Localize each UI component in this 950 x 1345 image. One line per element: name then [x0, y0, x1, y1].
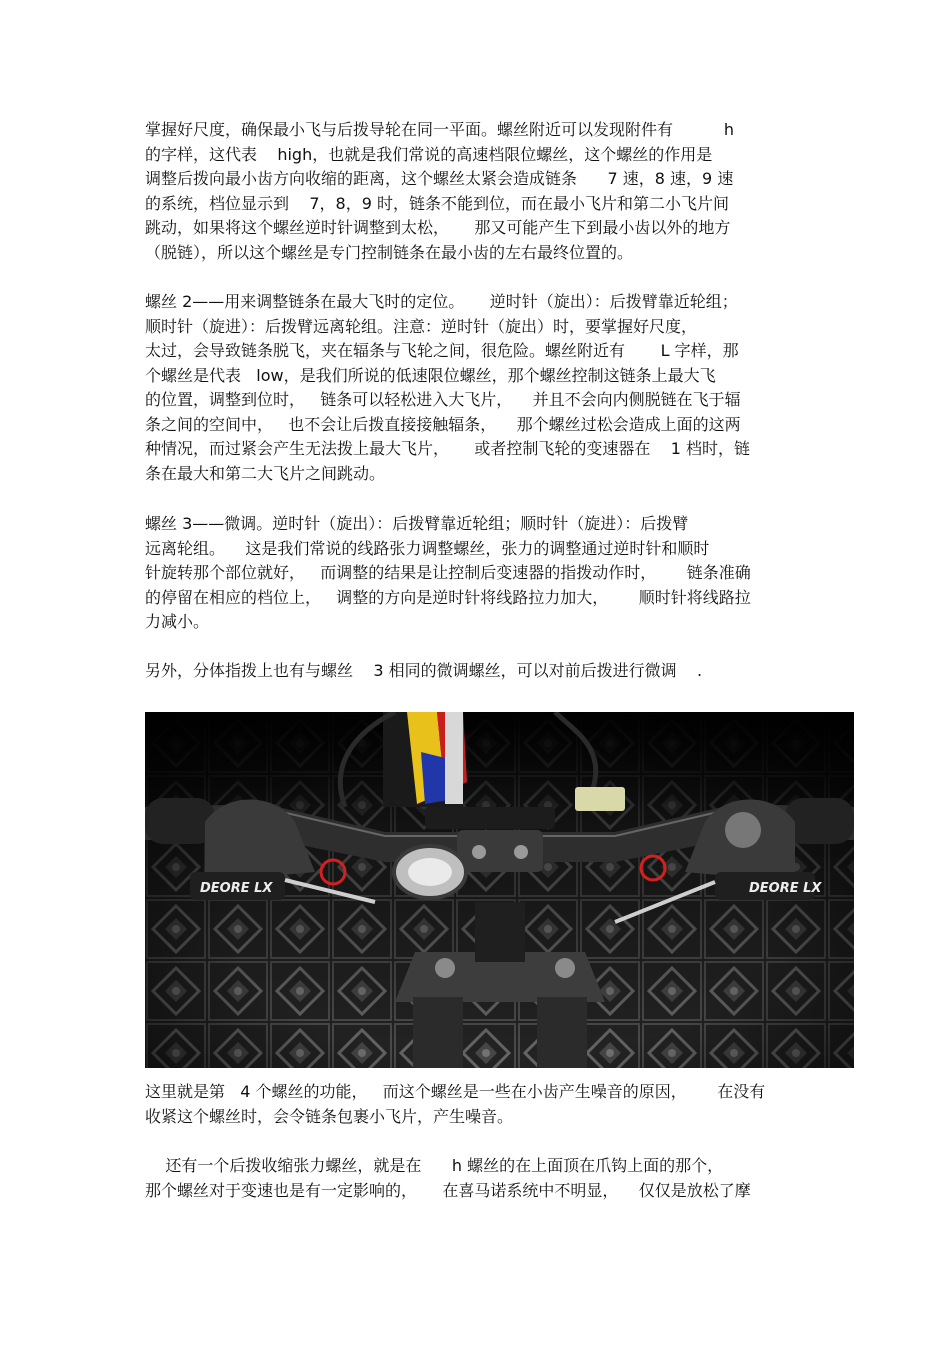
text-line: 螺丝 3——微调。逆时针（旋出）：后拨臂靠近轮组；顺时针（旋进）：后拨臂: [145, 514, 689, 533]
text-line: 螺丝 2——用来调整链条在最大飞时的定位。 逆时针（旋出）：后拨臂靠近轮组；: [145, 292, 738, 311]
text-line: 的停留在相应的档位上， 调整的方向是逆时针将线路拉力加大， 顺时针将线路拉: [145, 587, 751, 607]
text-line: 条之间的空间中， 也不会让后拨直接接触辐条， 那个螺丝过松会造成上面的这两: [145, 414, 741, 434]
text-line: 的字样，这代表 high，也就是我们常说的高速档限位螺丝，这个螺丝的作用是: [145, 144, 713, 164]
text-line: 调整后拨向最小齿方向收缩的距离，这个螺丝太紧会造成链条 7 速，8 速，9 速: [145, 169, 734, 188]
text-line: 顺时针（旋进）：后拨臂远离轮组。注意：逆时针（旋出）时，要掌握好尺度，: [145, 316, 698, 336]
shifter-brand-right: DEORE LX: [749, 881, 822, 896]
paragraph-screw-3: [145, 512, 810, 635]
text-line: 另外，分体指拨上也有与螺丝 3 相同的微调螺丝，可以对前后拨进行微调 .: [145, 661, 703, 680]
text-line: 掌握好尺度，确保最小飞与后拨导轮在同一平面。螺丝附近可以发现附件有 h: [145, 120, 735, 139]
shifter-brand-left: DEORE LX: [200, 881, 273, 896]
text-line: 的位置，调整到位时， 链条可以轻松进入大飞片， 并且不会向内侧脱链在飞于辐: [145, 390, 741, 409]
handlebar-illustration: [145, 712, 854, 1068]
text-line: 收紧这个螺丝时，会令链条包裹小飞片，产生噪音。: [145, 1106, 514, 1126]
text-line: 针旋转那个部位就好， 而调整的结果是让控制后变速器的指拨动作时， 链条准确: [145, 563, 751, 582]
paragraph-screw-4: [145, 1080, 810, 1129]
text-line: 那个螺丝对于变速也是有一定影响的， 在喜马诺系统中不明显， 仅仅是放松了摩: [145, 1180, 751, 1200]
text-line: 跳动，如果将这个螺丝逆时针调整到太松， 那又可能产生下到最小齿以外的地方: [145, 218, 731, 237]
frame-tube: [383, 712, 467, 807]
text-line: 远离轮组。 这是我们常说的线路张力调整螺丝，张力的调整通过逆时针和顺时: [145, 538, 710, 558]
text-line: 这里就是第 4 个螺丝的功能， 而这个螺丝是一些在小齿产生噪音的原因， 在没有: [145, 1082, 766, 1101]
text-line: 还有一个后拨收缩张力螺丝，就是在 h 螺丝的在上面顶在爪钩上面的那个，: [145, 1156, 724, 1175]
paragraph-tension-screw: [145, 1154, 810, 1203]
handlebar-photo: [145, 712, 854, 1068]
text-line: 条在最大和第二大飞片之间跳动。: [145, 463, 386, 483]
paragraph-screw-2: [145, 290, 810, 486]
text-line: 的系统，档位显示到 7，8，9 时，链条不能到位，而在最小飞片和第二小飞片间: [145, 193, 729, 213]
text-line: 力减小。: [145, 612, 210, 631]
text-line: 太过，会导致链条脱飞，夹在辐条与飞轮之间，很危险。螺丝附近有 L 字样，那: [145, 341, 739, 360]
paragraph-shifter-note: [145, 659, 810, 684]
text-line: （脱链），所以这个螺丝是专门控制链条在最小齿的左右最终位置的。: [145, 242, 634, 262]
paragraph-h-screw: [145, 118, 810, 265]
text-line: 个螺丝是代表 low，是我们所说的低速限位螺丝，那个螺丝控制这链条上最大飞: [145, 365, 716, 385]
text-line: 种情况，而过紧会产生无法拨上最大飞片， 或者控制飞轮的变速器在 1 档时，链: [145, 439, 751, 458]
